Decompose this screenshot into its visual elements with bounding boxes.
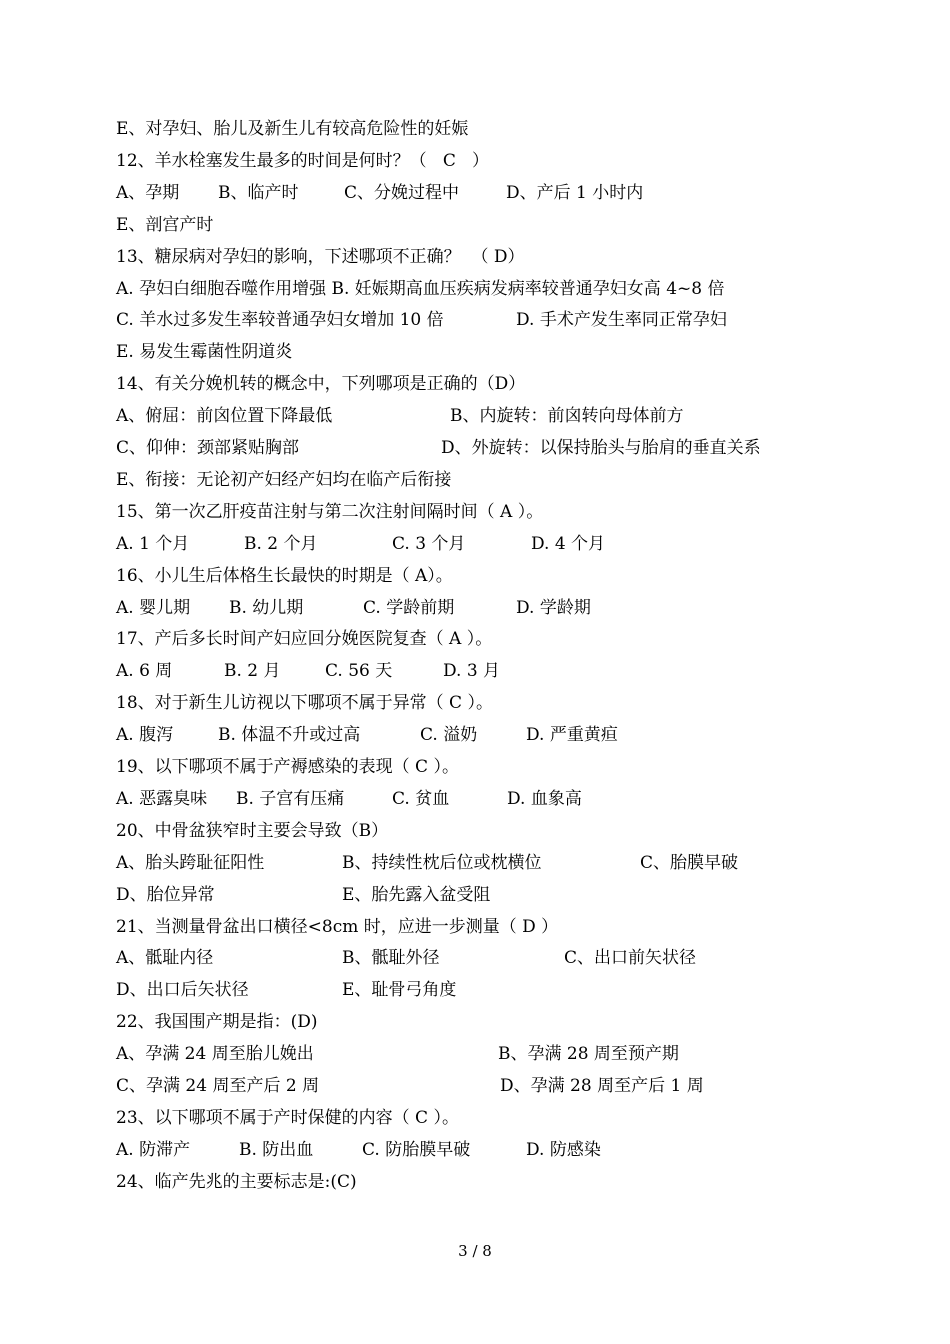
line-text: E、对孕妇、胎儿及新生儿有较高危险性的妊娠 (116, 119, 469, 139)
option-text: C. 防胎膜早破 (362, 1139, 471, 1160)
line-text: 21、当测量骨盆出口横径<8cm 时，应进一步测量（ D ） (116, 916, 559, 937)
line-text: 15、第一次乙肝疫苗注射与第二次注射间隔时间（ A ）。 (116, 501, 544, 522)
line-text: C、仰伸：颈部紧贴胸部 (116, 438, 300, 458)
line-text: 17、产后多长时间产妇应回分娩医院复查（ A ）。 (116, 629, 493, 650)
line-text: A、孕期 (116, 182, 180, 203)
line-text: 16、小儿生后体格生长最快的时期是（ A）。 (116, 565, 453, 586)
option-text: D、孕满 28 周至产后 1 周 (500, 1076, 704, 1096)
option-text: B、内旋转：前囟转向母体前方 (450, 406, 684, 427)
option-text: C、出口前矢状径 (564, 948, 697, 969)
option-text: D. 血象高 (507, 788, 582, 809)
line-text: 18、对于新生儿访视以下哪项不属于异常（ C ）。 (116, 693, 493, 714)
option-text: B. 防出血 (239, 1139, 314, 1160)
line-text: 20、中骨盆狭窄时主要会导致（B） (116, 820, 389, 841)
line-text: E、剖宫产时 (116, 214, 214, 235)
option-text: D. 3 月 (443, 661, 501, 682)
line-text: C、孕满 24 周至产后 2 周 (116, 1076, 320, 1096)
option-text: B. 2 月 (224, 661, 281, 682)
option-text: D. 学龄期 (516, 597, 591, 618)
option-text: B、骶耻外径 (342, 948, 440, 969)
option-text: B、孕满 28 周至预产期 (498, 1044, 679, 1065)
option-text: D. 4 个月 (531, 533, 606, 554)
line-text: 14、有关分娩机转的概念中，下列哪项是正确的（D） (116, 374, 526, 395)
line-text: A. 腹泻 (116, 725, 174, 746)
option-text: D. 严重黄疸 (526, 725, 618, 746)
option-text: C. 3 个月 (392, 533, 466, 554)
option-text: D、产后 1 小时内 (506, 182, 644, 203)
page-number: 3 / 8 (458, 1242, 492, 1260)
option-text: C. 贫血 (392, 788, 450, 809)
line-text: 12、羊水栓塞发生最多的时间是何时？（ C ） (116, 150, 490, 171)
line-text: 13、糖尿病对孕妇的影响，下述哪项不正确？ （ D） (116, 246, 525, 267)
line-text: A. 6 周 (116, 661, 173, 682)
line-text: A. 孕妇白细胞吞噬作用增强 B. 妊娠期高血压疾病发病率较普通孕妇女高 4~8 倍 (116, 278, 725, 299)
option-text: C、胎膜早破 (640, 852, 739, 873)
option-text: B. 2 个月 (244, 533, 318, 554)
option-text: C. 学龄前期 (363, 597, 455, 618)
line-text: D、出口后矢状径 (116, 980, 249, 1001)
option-text: B. 子宫有压痛 (236, 788, 345, 809)
line-text: 24、临产先兆的主要标志是:(C) (116, 1171, 357, 1192)
line-text: A. 1 个月 (116, 533, 190, 554)
option-text: C、分娩过程中 (344, 182, 460, 203)
line-text: A、胎头跨耻征阳性 (116, 852, 265, 873)
option-text: C. 溢奶 (420, 725, 478, 746)
option-text: E、胎先露入盆受阻 (342, 884, 491, 905)
option-text: B. 体温不升或过高 (218, 725, 361, 746)
option-text: E、耻骨弓角度 (342, 980, 457, 1001)
line-text: C. 羊水过多发生率较普通孕妇女增加 10 倍 (116, 310, 444, 331)
option-text: C. 56 天 (325, 661, 393, 682)
option-text: B. 幼儿期 (229, 597, 304, 618)
option-text: B、持续性枕后位或枕横位 (342, 852, 542, 873)
line-text: A. 恶露臭味 (116, 788, 208, 809)
line-text: 19、以下哪项不属于产褥感染的表现（ C ）。 (116, 757, 459, 777)
line-text: A、骶耻内径 (116, 948, 214, 969)
line-text: D、胎位异常 (116, 884, 215, 905)
line-text: A. 防滞产 (116, 1139, 191, 1160)
line-text: A. 婴儿期 (116, 597, 191, 618)
line-text: A、孕满 24 周至胎儿娩出 (116, 1044, 314, 1065)
line-text: E. 易发生霉菌性阴道炎 (116, 342, 293, 363)
option-text: D、外旋转：以保持胎头与胎肩的垂直关系 (441, 438, 761, 458)
line-text: A、俯屈：前囟位置下降最低 (116, 406, 333, 427)
line-text: 23、以下哪项不属于产时保健的内容（ C ）。 (116, 1107, 459, 1128)
line-text: E、衔接：无论初产妇经产妇均在临产后衔接 (116, 469, 452, 490)
option-text: B、临产时 (218, 182, 299, 203)
option-text: D. 手术产发生率同正常孕妇 (516, 310, 727, 331)
line-text: 22、我国围产期是指：(D) (116, 1012, 318, 1033)
option-text: D. 防感染 (526, 1139, 601, 1160)
